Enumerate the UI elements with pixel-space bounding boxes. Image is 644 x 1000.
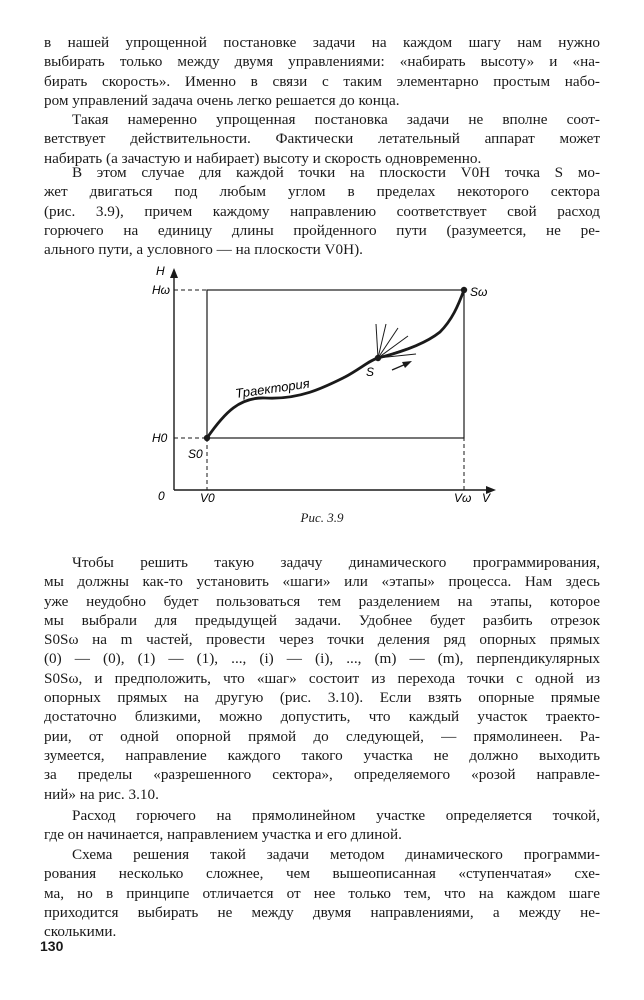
text-line: (0) — (0), (1) — (1), ..., (i) — (i), ..., (m) — (m), перпендикулярных (44, 650, 600, 668)
s-zero-point (204, 435, 210, 441)
s-direction-arrow-icon (402, 361, 412, 368)
text-line: сколькими. (44, 923, 117, 941)
text-line: мы должны как-то установить «шаги» или «этапы» процесса. Нам здесь (44, 573, 600, 591)
text-line: за пределы «разрешенного сектора», определяемого «розой направле- (44, 766, 600, 784)
paragraph-4 (44, 553, 600, 804)
text-line: Схема решения такой задачи методом динамического программи- (72, 846, 600, 863)
text-line: приходится выбирать не между двумя направлениями, а между не- (44, 903, 600, 921)
text-line: в нашей упрощенной постановке задачи на каждом шагу нам нужно (44, 34, 600, 51)
text-line: ального пути, а условного — на плоскости V0H). (44, 241, 363, 259)
label-h-omega: Hω (152, 283, 171, 297)
paragraph-2 (44, 110, 600, 168)
text-line: Чтобы решить такую задачу динамического программирования, (72, 554, 600, 571)
label-v-omega: Vω (454, 491, 472, 505)
text-line: S0Sω на m частей, провести через точки деления ряд опорных прямых (44, 631, 600, 649)
figure-caption: Рис. 3.9 (300, 510, 344, 525)
text-line: жет двигаться под любым углом в пределах некоторого сектора (44, 183, 600, 201)
text-line: опорных прямых на другую (рис. 3.10). Если взять опорные прямые (44, 689, 600, 707)
text-line: зумеется, направление каждого такого участка не должно выходить (44, 746, 600, 764)
text-line: рования несколько сложнее, чем вышеописанная «ступенчатая» схе- (44, 865, 600, 883)
paragraph-5 (44, 806, 600, 845)
text-line: (рис. 3.9), причем каждому направлению соответствует свой расход (44, 202, 600, 220)
label-trajectory: Траектория (234, 375, 311, 401)
label-h-zero: H0 (152, 431, 168, 445)
label-s-zero: S0 (188, 447, 203, 461)
text-line: уже неудобно будет пользоваться тем разделением на этапы, которое (44, 592, 600, 610)
label-s: S (366, 365, 375, 379)
label-origin: 0 (158, 489, 165, 503)
text-line: достаточно близкими, можно допустить, что каждый участок траекто- (44, 708, 600, 726)
label-s-omega: Sω (470, 285, 488, 299)
text-line: мы выбрали для предыдущей задачи. Удобнее будет разбить отрезок (44, 611, 600, 629)
region-rectangle (207, 290, 464, 438)
text-line: ветствует действительности. Фактически летательный аппарат может (44, 130, 600, 148)
label-h: H (156, 264, 165, 278)
text-line: Расход горючего на прямолинейном участке определяется точкой, (72, 807, 600, 824)
text-line: ма, но в принципе отличается от нее только тем, что на каждом шаге (44, 884, 600, 902)
label-v-zero: V0 (200, 491, 215, 505)
text-line: где он начинается, направлением участка и его длиной. (44, 826, 402, 844)
text-line: горючего на единицу длины пройденного пути (разумеется, не ре- (44, 221, 600, 239)
text-line: В этом случае для каждой точки на плоскости V0H точка S мо- (72, 164, 600, 181)
figure-3-9 (140, 262, 510, 506)
text-line: набирать (а зачастую и набирает) высоту и скорость одновременно. (44, 149, 482, 167)
text-line: ром управлений задача очень легко решается до конца. (44, 91, 400, 109)
paragraph-1 (44, 33, 600, 110)
paragraph-6 (44, 845, 600, 941)
text-line: рии, от одной опорной прямой до следующей, — прямолинеен. Ра- (44, 727, 600, 745)
text-line: бирать скорость». Именно в связи с таким элементарно простым набо- (44, 72, 600, 90)
trajectory-curve (207, 290, 464, 438)
h-axis-arrow-icon (170, 268, 178, 278)
label-v: V (482, 491, 491, 505)
s-omega-point (461, 287, 467, 293)
page-number: 130 (40, 938, 64, 954)
text-line: ний» на рис. 3.10. (44, 785, 159, 803)
text-line: S0Sω, и предположить, что «шаг» состоит из перехода точки с одной из (44, 669, 600, 687)
paragraph-3 (44, 163, 600, 259)
text-line: Такая намеренно упрощенная постановка задачи не вполне соот- (72, 111, 600, 128)
text-line: выбирать только между двумя управлениями: «набирать высоту» и «на- (44, 53, 600, 71)
